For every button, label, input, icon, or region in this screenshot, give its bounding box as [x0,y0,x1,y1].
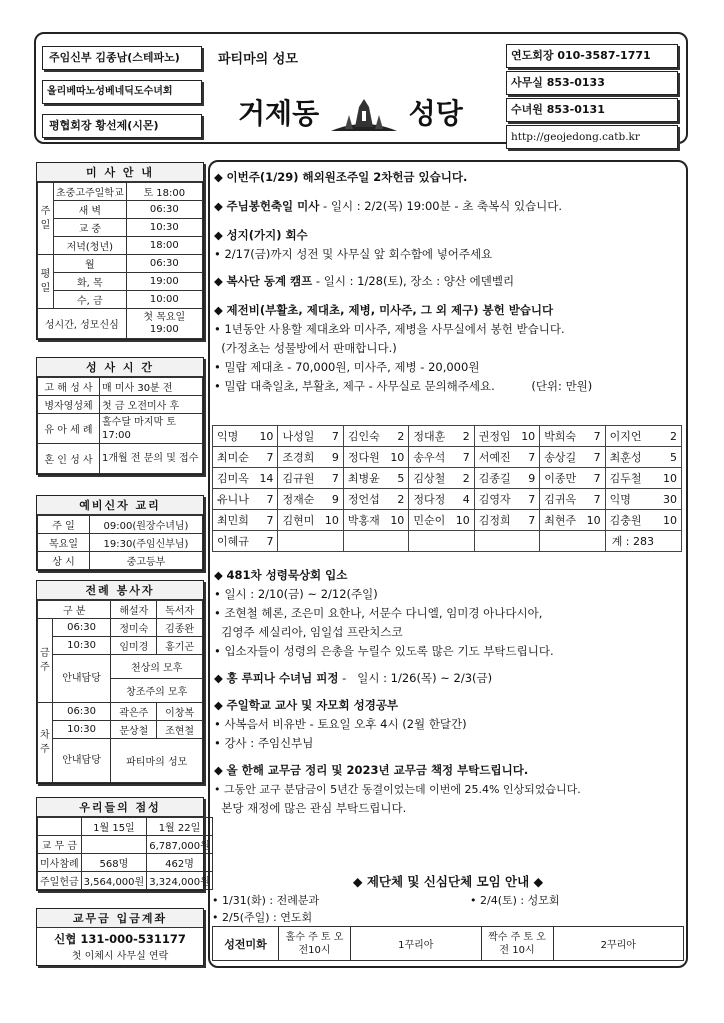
notice-line: • 1년동안 사용할 제대초와 미사주, 제병을 사무실에서 봉헌 받습니다. [214,322,565,336]
mass-time: 토 18:00 [126,183,202,201]
office-phone: 사무실 853-0133 [506,71,678,95]
mass-name: 수, 금 [54,291,127,309]
notice-heading: 제전비(부활초, 제대초, 제병, 미사주, 그 외 제구) 봉헌 받습니다 [226,303,554,317]
mass-time: 10:30 [126,219,202,237]
notice-heading: 복사단 동계 캠프 [226,274,313,288]
convent-phone: 수녀원 853-0131 [506,98,678,122]
weekday-label: 평일 [38,255,54,309]
sunday-label: 주일 [38,183,54,255]
donor-name: 최미순 [213,447,255,468]
stat-label: 미사참례 [38,854,82,872]
donor-name: 김귀옥 [540,489,582,510]
group-meeting: • 1/31(화) : 전례분과 [212,894,320,907]
stats-title: 우리들의 점성 [37,798,203,817]
guide-label: 안내담당 [52,739,111,783]
class-day: 목요일 [38,534,90,552]
pastor-label: 주임신부 김종남(스테파노) [42,46,202,70]
notice-title: ◆ 성지(가지) 회수 [214,228,308,242]
mass-name: 초중고주일학교 [54,183,127,201]
donor-name: 정다원 [343,447,385,468]
donor-row [213,510,682,531]
mass-time: 06:30 [126,255,202,273]
donor-amount: 7 [255,531,278,552]
donor-row [213,468,682,489]
class-time: 19:30(주임신부님) [90,534,203,552]
notice-title: ◆ 주일학교 교사 및 자모회 성경공부 [214,698,399,712]
donor-row [213,447,682,468]
stat-label: 교 무 금 [38,836,82,854]
holy-hour-name: 성시간, 성모신심 [38,309,127,339]
commentator: 정미숙 [111,619,157,637]
donor-name: 나성일 [278,426,320,447]
stat-value [81,836,147,854]
donor-amount: 2 [451,468,474,489]
donor-name: 김정희 [474,510,516,531]
donor-name: 김충원 [605,510,658,531]
account-number: 신협 131-000-531177 [54,932,186,946]
notice-heading: 홍 루피나 수녀님 피정 [226,671,339,685]
sacrament-name: 고 해 성 사 [38,378,100,396]
donor-name: 김규원 [278,468,320,489]
donor-amount [320,531,343,552]
donor-amount: 2 [451,426,474,447]
donor-name [474,531,516,552]
sacrament-name: 병자영성체 [38,396,100,414]
groups-section [212,872,684,961]
notice-heading: 주일학교 교사 및 자모회 성경공부 [226,698,399,712]
notice-heading: 이번주(1/29) 해외원조주일 2차헌금 있습니다. [226,170,468,184]
col-header: 1월 15일 [81,818,147,836]
notice-title: ◆ 이번주(1/29) 해외원조주일 2차헌금 있습니다. [214,170,468,184]
notice-line: • 밀랍 대축일초, 부활초, 제구 - 사무실로 문의해주세요. (단위: 만원) [214,379,593,393]
donor-amount: 14 [255,468,278,489]
sacrament-panel [36,357,204,475]
catechumen-title: 예비신자 교리 [37,496,203,515]
donor-amount: 7 [582,447,605,468]
mass-time: 18:00 [126,237,202,255]
mass-name: 월 [54,255,127,273]
donor-amount: 10 [451,510,474,531]
donor-table [212,425,682,552]
donor-name [540,531,582,552]
notice-heading: 올 한해 교무금 정리 및 2023년 교무금 책정 부탁드립니다. [226,763,529,777]
cleaning-time: 홀수 주 토 오전10시 [279,927,351,961]
donor-name: 최민희 [213,510,255,531]
donor-amount [582,531,605,552]
notice-title: ◆ 제전비(부활초, 제대초, 제병, 미사주, 그 외 제구) 봉헌 받습니다 [214,303,554,317]
donor-amount: 9 [516,468,539,489]
donor-name: 민순이 [409,510,451,531]
groups-line [212,892,684,910]
stats-table [37,817,213,890]
groups-title: ◆ 제단체 및 신심단체 모임 안내 ◆ [352,874,544,889]
donor-amount: 2 [385,489,408,510]
notice-line: • 2/17(금)까지 성전 및 사무실 앞 회수함에 넣어주세요 [214,247,493,261]
notice-title: ◆ 올 한해 교무금 정리 및 2023년 교무금 책정 부탁드립니다. [214,763,529,777]
stat-value: 6,787,000원 [147,836,213,854]
donor-name: 김인숙 [343,426,385,447]
notice-line: • 조현철 헤론, 조은미 요한나, 서문수 다니엘, 임미경 아나다시아, [214,606,543,620]
donor-amount [451,531,474,552]
donor-name: 익명 [213,426,255,447]
mass-panel [36,162,204,340]
col-header: 1월 22일 [147,818,213,836]
sacrament-time: 첫 금 오전미사 후 [100,396,203,414]
donor-name: 최훈성 [605,447,658,468]
donor-name: 송우석 [409,447,451,468]
title-left: 거제동 [238,97,320,130]
account-panel [36,908,204,966]
notice-line: • 일시 : 2/10(금) ~ 2/12(주일) [214,587,378,601]
notice-line: 본당 재정에 많은 관심 부탁드립니다. [214,801,407,815]
stat-value: 3,564,000원 [81,872,147,890]
col-header: 구 분 [38,601,111,619]
donor-name: 김미옥 [213,468,255,489]
notice-line: • 강사 : 주임신부님 [214,736,314,750]
notice-detail: - 일시 : 2/2(목) 19:00분 - 초 축복식 있습니다. [319,199,563,213]
stat-value: 462명 [147,854,213,872]
donor-amount: 7 [255,510,278,531]
next-week-label: 차주 [38,703,53,783]
notices-bottom [214,566,684,818]
mass-name: 화, 목 [54,273,127,291]
notice-detail: - 일시 : 1/26(목) ~ 2/3(금) [338,671,493,685]
donor-name: 김영자 [474,489,516,510]
donor-name: 조경희 [278,447,320,468]
website-link[interactable]: http://geojedong.catb.kr [506,125,678,149]
donor-amount: 7 [582,426,605,447]
donor-amount: 7 [255,447,278,468]
group-meeting: • 2/5(주일) : 연도회 [212,911,313,924]
donor-name [409,531,451,552]
parish-patron: 파티마의 성모 [218,52,298,67]
mass-name: 교 중 [54,219,127,237]
notice-heading: 주님봉헌축일 미사 [226,199,320,213]
guide-group: 파티마의 성모 [111,739,203,783]
notice-line: • 밀랍 제대초 - 70,000원, 미사주, 제병 - 20,000원 [214,360,480,374]
donor-name: 유니나 [213,489,255,510]
notices-top [214,168,684,396]
donor-amount [385,531,408,552]
liturgy-table [37,600,203,783]
ossuary-contact: 연도회장 010-3587-1771 [506,44,678,68]
account-title: 교무금 입금계좌 [37,909,203,928]
donor-amount: 7 [451,447,474,468]
sacrament-table [37,377,203,474]
donor-name: 정재순 [278,489,320,510]
stats-panel [36,797,210,891]
class-time: 09:00(원장수녀님) [90,516,203,534]
donor-row [213,489,682,510]
donor-name [278,531,320,552]
notice-title: ◆ 481차 성령묵상회 입소 [214,568,348,582]
donor-name: 권정임 [474,426,516,447]
notice-title: ◆ 복사단 동계 캠프 - 일시 : 1/28(토), 장소 : 양산 에덴벨리 [214,274,515,288]
mass-time: 19:00 [126,273,202,291]
donor-row [213,426,682,447]
notice-detail: - 일시 : 1/28(토), 장소 : 양산 에덴벨리 [312,274,515,288]
donor-name: 최병윤 [343,468,385,489]
cleaning-group: 2꾸리아 [553,927,684,961]
donor-name: 최현주 [540,510,582,531]
class-day: 주 일 [38,516,90,534]
class-day: 상 시 [38,552,90,570]
account-note: 첫 이체시 사무실 연락 [71,951,169,962]
cleaning-time: 짝수 주 토 오전 10시 [481,927,553,961]
donor-row [213,531,682,552]
sacrament-title: 성 사 시 간 [37,358,203,377]
donor-amount [516,531,539,552]
donor-amount: 7 [255,489,278,510]
donor-amount: 7 [516,510,539,531]
reader: 이창복 [157,703,203,721]
notice-heading: 성지(가지) 회수 [226,228,308,242]
stat-value: 568명 [81,854,147,872]
donor-amount: 9 [320,489,343,510]
donor-name: 송상길 [540,447,582,468]
donor-amount: 7 [516,489,539,510]
donor-amount: 9 [320,447,343,468]
donor-name: 서예진 [474,447,516,468]
col-header: 해설자 [111,601,157,619]
donor-name: 정다정 [409,489,451,510]
mass-time: 10:00 [126,291,202,309]
mass-name: 저녁(청년) [54,237,127,255]
donor-name: 박홍재 [343,510,385,531]
col-header: 독서자 [157,601,203,619]
donor-amount: 4 [451,489,474,510]
donor-amount: 2 [385,426,408,447]
donor-amount: 10 [658,510,681,531]
donor-amount: 5 [658,447,681,468]
donor-amount: 10 [516,426,539,447]
mass-time: 10:30 [52,721,111,739]
guide-group: 천상의 모후 [111,655,203,679]
mass-time: 10:30 [52,637,111,655]
donor-name: 김종길 [474,468,516,489]
donor-amount: 30 [658,489,681,510]
mass-name: 새 벽 [54,201,127,219]
donor-name: 김현미 [278,510,320,531]
header-right [506,44,678,149]
donor-amount: 10 [320,510,343,531]
stat-value: 3,324,000원 [147,872,213,890]
church-logo-icon [329,97,399,133]
cleaning-label: 성전미화 [213,927,279,961]
notice-line: • 사복음서 비유반 - 토요일 오후 4시 (2월 한달간) [214,717,467,731]
sacrament-time: 1개월 전 문의 및 접수 [100,444,203,474]
cleaning-table [212,926,684,961]
commentator: 문상철 [111,721,157,739]
donor-amount: 10 [255,426,278,447]
notice-heading: 481차 성령묵상회 입소 [226,568,348,582]
commentator: 임미경 [111,637,157,655]
donor-amount [658,531,681,552]
sacrament-name: 혼 인 성 사 [38,444,100,474]
header-left [42,46,202,138]
this-week-label: 금주 [38,619,53,703]
donor-amount: 10 [582,510,605,531]
notice-title: ◆ 홍 루피나 수녀님 피정 - 일시 : 1/26(목) ~ 2/3(금) [214,671,493,685]
council-label: 평협회장 황선제(시몬) [42,114,202,138]
notice-line: (가정초는 성물방에서 판매합니다.) [214,341,397,355]
class-time: 중고등부 [90,552,203,570]
donor-name: 익명 [605,489,658,510]
donor-name [343,531,385,552]
commentator: 곽은주 [111,703,157,721]
liturgy-panel [36,580,204,784]
sacrament-time: 매 미사 30분 전 [100,378,203,396]
donor-amount: 5 [385,468,408,489]
holy-hour-time: 첫 목요일 19:00 [126,309,202,339]
mass-time: 06:30 [52,619,111,637]
sacrament-time: 홀수달 마지막 토 17:00 [100,414,203,444]
donor-name: 박희숙 [540,426,582,447]
donor-name: 정언섭 [343,489,385,510]
donor-name: 이지언 [605,426,658,447]
donor-name: 계 : 283 [605,531,658,552]
sacrament-name: 유 아 세 례 [38,414,100,444]
donor-amount: 7 [320,426,343,447]
church-title [238,92,463,133]
notice-line: 김영주 세실리아, 임일섭 프란치스코 [214,625,403,639]
notice-line: • 그동안 교구 분담금이 5년간 동결이었는데 이번에 25.4% 인상되었습니다. [214,783,581,796]
donor-amount: 10 [385,447,408,468]
donor-name: 김두철 [605,468,658,489]
notice-title: ◆ 주님봉헌축일 미사 - 일시 : 2/2(목) 19:00분 - 초 축복식 있습니다. [214,199,563,213]
donor-amount: 7 [582,489,605,510]
donor-amount: 7 [320,468,343,489]
donor-amount: 7 [582,468,605,489]
donor-name: 김상철 [409,468,451,489]
mass-time: 06:30 [52,703,111,721]
mass-time: 06:30 [126,201,202,219]
group-meeting: • 2/4(토) : 성모회 [470,894,560,907]
reader: 홍기곤 [157,637,203,655]
donor-amount: 10 [658,468,681,489]
catechumen-panel [36,495,204,571]
reader: 조현철 [157,721,203,739]
mass-title: 미 사 안 내 [37,163,203,182]
cleaning-group: 1꾸리아 [351,927,482,961]
donor-name: 정대훈 [409,426,451,447]
guide-group: 창조주의 모후 [111,679,203,703]
liturgy-title: 전례 봉사자 [37,581,203,600]
reader: 김종완 [157,619,203,637]
guide-label: 안내담당 [52,655,111,703]
mass-table [37,182,203,339]
donor-amount: 10 [385,510,408,531]
donor-amount: 7 [516,447,539,468]
catechumen-table [37,515,203,570]
convent-label: 올리베따노성베네딕도수녀회 [42,80,202,104]
stats-corner [38,818,82,836]
donor-name: 이혜규 [213,531,255,552]
title-right: 성당 [408,97,463,130]
donor-amount: 2 [658,426,681,447]
stat-label: 주일헌금 [38,872,82,890]
notice-line: • 입소자들이 성령의 은총을 누릴수 있도록 많은 기도 부탁드립니다. [214,644,554,658]
donor-name: 이종만 [540,468,582,489]
